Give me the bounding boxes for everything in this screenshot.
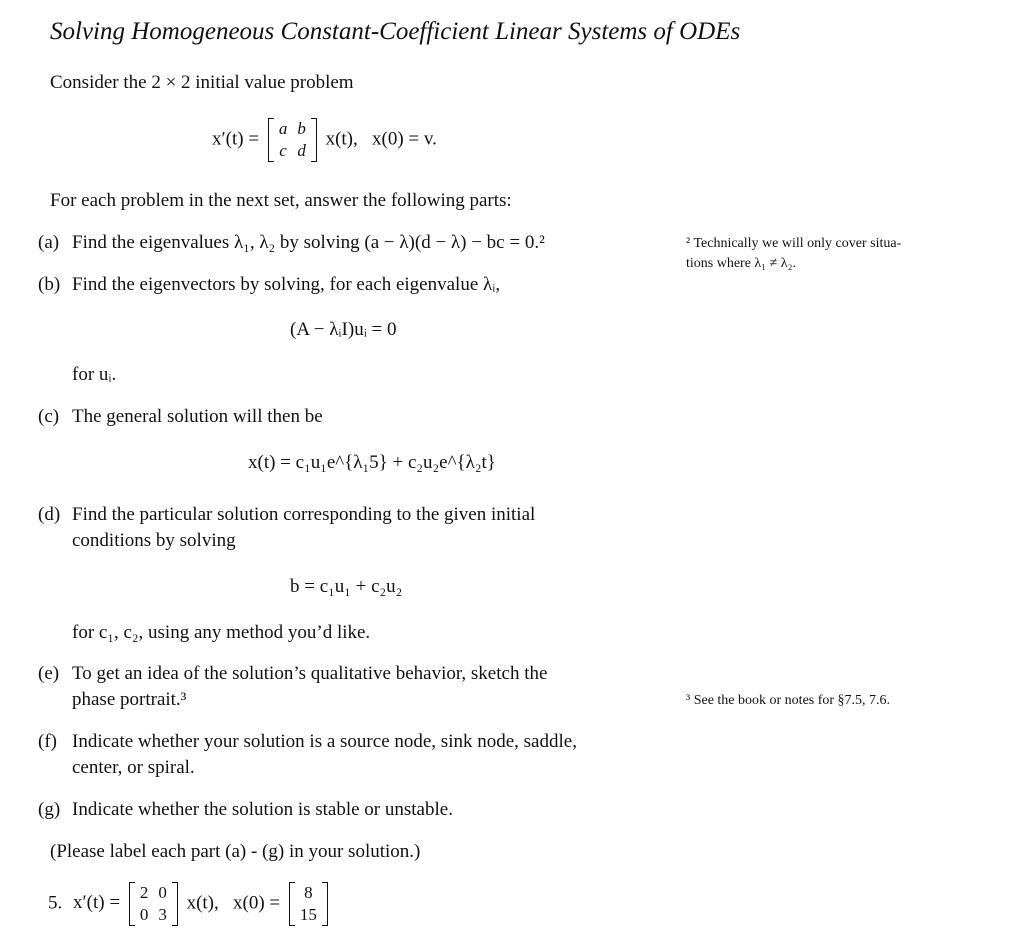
part-e-line2: phase portrait.³ xyxy=(72,689,187,710)
problem-5-lhs: x′(t) = xyxy=(73,892,121,914)
part-d-label: (d) xyxy=(38,504,61,525)
problem-5-mid: x(t), x(0) = xyxy=(186,892,281,914)
problem-5-vector xyxy=(289,882,328,926)
coefficient-matrix xyxy=(268,118,317,162)
part-b-equation: (A − λᵢI)uᵢ = 0 xyxy=(290,319,397,340)
part-b-label: (b) xyxy=(38,274,61,295)
part-d xyxy=(38,504,535,526)
part-f-line1: Indicate whether your solution is a source node, sink node, saddle, xyxy=(72,731,577,752)
part-b-text: Find the eigenvectors by solving, for each eigenvalue λᵢ, xyxy=(72,274,501,295)
p5-m22: 3 xyxy=(158,905,167,924)
part-f-label: (f) xyxy=(38,731,57,752)
part-b-after: for uᵢ. xyxy=(72,364,117,385)
p5-v1: 8 xyxy=(304,883,313,902)
part-d-line2: conditions by solving xyxy=(72,530,236,551)
problem-5-number: 5. xyxy=(48,892,63,914)
p5-v2: 15 xyxy=(299,905,317,924)
main-eq-rhs: x(t), x(0) = v. xyxy=(325,128,437,150)
matrix-c: c xyxy=(279,141,287,160)
page-title: Solving Homogeneous Constant-Coefficient Linear Systems of ODEs xyxy=(50,18,741,45)
part-a xyxy=(38,232,545,254)
sidenote-2 xyxy=(686,234,901,274)
intro-text: Consider the 2 × 2 initial value problem xyxy=(50,72,354,93)
p5-m11: 2 xyxy=(139,883,149,902)
part-c xyxy=(38,406,323,428)
part-d-line1: Find the particular solution corresponding to the given initial xyxy=(72,504,536,525)
problem-5-matrix xyxy=(129,882,178,926)
part-a-label: (a) xyxy=(38,232,60,253)
sidenote-2-line2: tions where λ₁ ≠ λ₂. xyxy=(686,256,796,271)
part-e-line1: To get an idea of the solution’s qualitative behavior, sketch the xyxy=(72,663,548,684)
part-c-label: (c) xyxy=(38,406,60,427)
matrix-d: d xyxy=(297,141,306,160)
closing-text: (Please label each part (a) - (g) in your solution.) xyxy=(50,841,421,862)
part-d-equation: b = c₁u₁ + c₂u₂ xyxy=(290,576,403,597)
part-c-text: The general solution will then be xyxy=(72,406,323,427)
part-f-line2: center, or spiral. xyxy=(72,757,195,778)
part-g-label: (g) xyxy=(38,799,61,820)
general-solution-equation: x(t) = c₁u₁e^{λ₁5} + c₂u₂e^{λ₂t} xyxy=(248,452,496,473)
sidenote-3: ³ See the book or notes for §7.5, 7.6. xyxy=(686,693,891,708)
part-g xyxy=(38,799,453,821)
part-a-text: Find the eigenvalues λ₁, λ₂ by solving (a − λ)(d − λ) − bc = 0.² xyxy=(72,232,545,253)
sidenote-2-line1: ² Technically we will only cover situa- xyxy=(686,236,902,251)
part-e-label: (e) xyxy=(38,663,60,684)
matrix-b: b xyxy=(297,119,306,138)
p5-m21: 0 xyxy=(139,905,149,924)
part-f xyxy=(38,731,577,753)
main-equation xyxy=(212,118,437,162)
part-e xyxy=(38,663,547,685)
matrix-a: a xyxy=(278,119,288,138)
problem-5 xyxy=(48,882,332,926)
instructions-text: For each problem in the next set, answer the following parts: xyxy=(50,190,512,211)
part-d-after: for c₁, c₂, using any method you’d like. xyxy=(72,622,371,643)
p5-m12: 0 xyxy=(158,883,167,902)
part-g-text: Indicate whether the solution is stable or unstable. xyxy=(72,799,453,820)
main-eq-lhs: x′(t) = xyxy=(212,128,260,150)
part-b xyxy=(38,274,500,296)
